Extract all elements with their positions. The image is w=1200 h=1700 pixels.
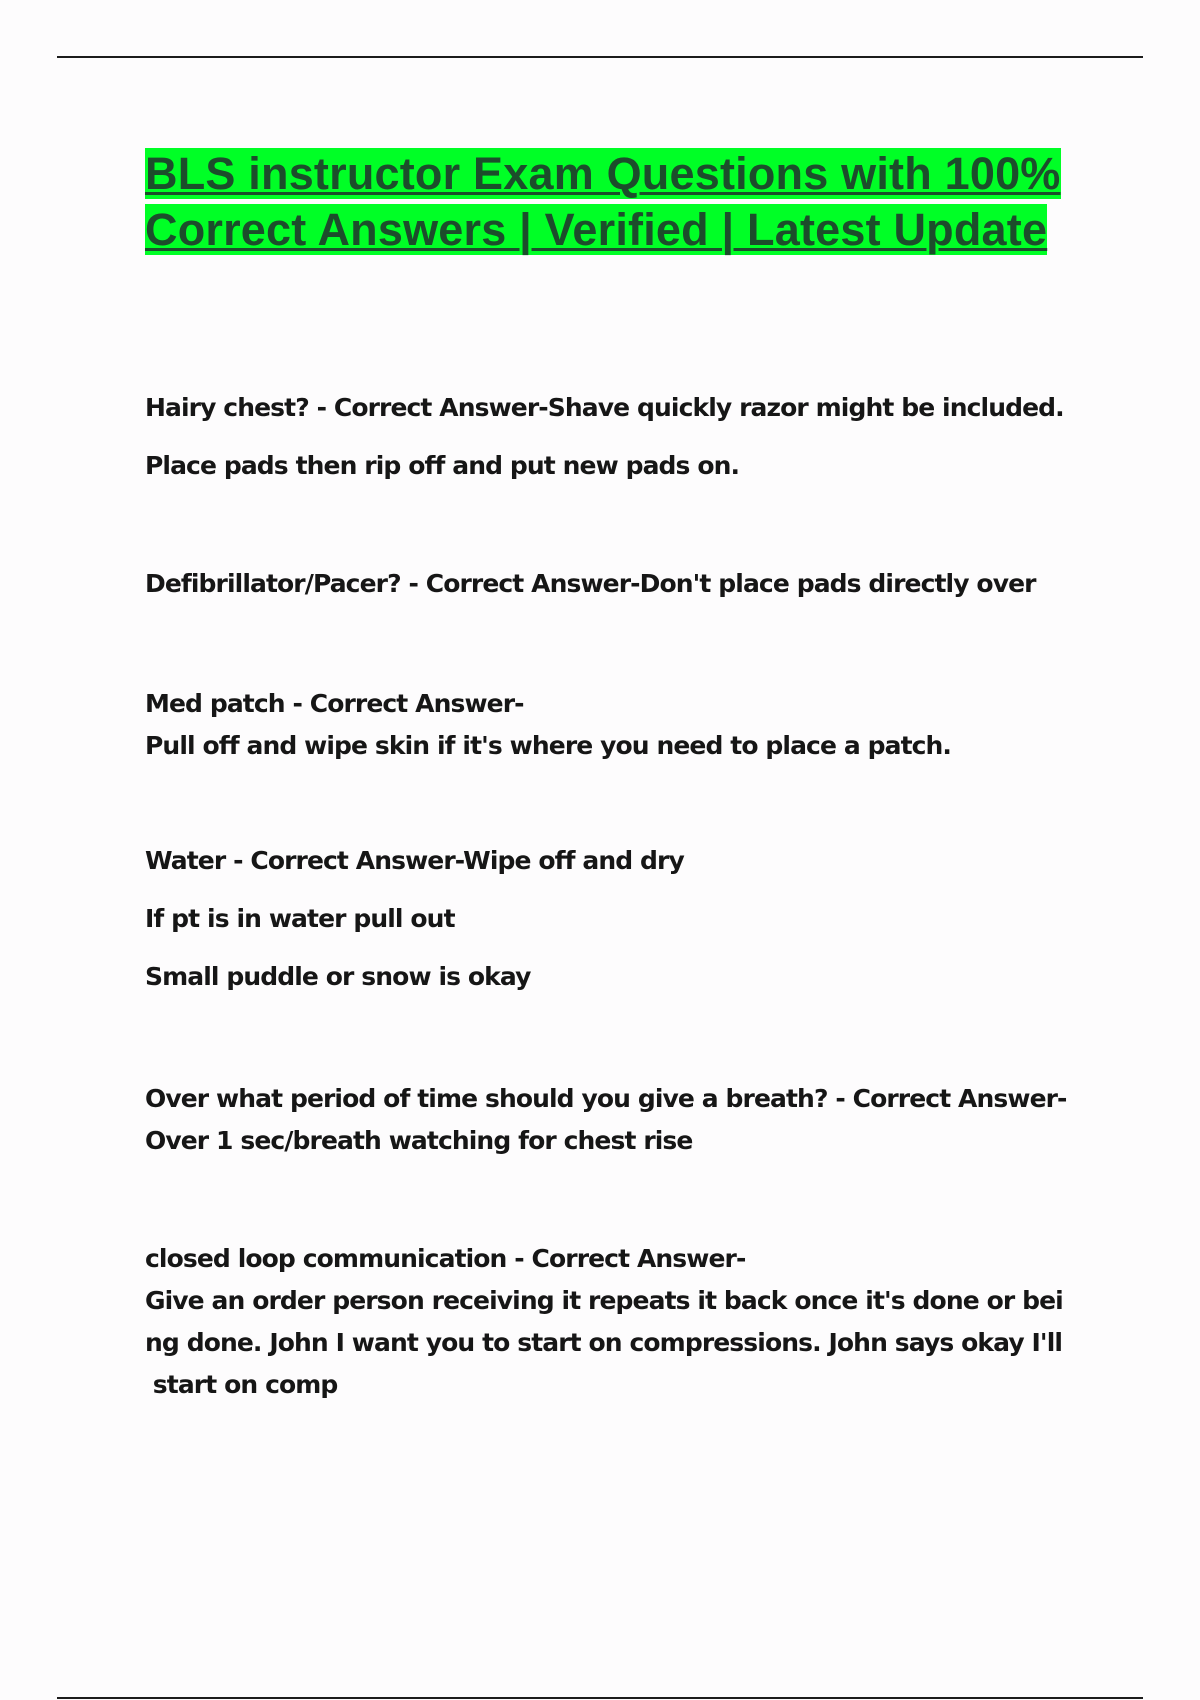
document-title [145,146,1105,258]
qa-line: Water - Correct Answer-Wipe off and dry [145,846,684,875]
qa-line: Small puddle or snow is okay [145,962,531,991]
qa-item [145,683,1105,767]
qa-line: ng done. John I want you to start on compressions. John says okay I'll [145,1328,1063,1357]
bottom-rule [57,1697,1143,1699]
top-rule [57,56,1143,58]
qa-item [145,1238,1105,1406]
qa-item [145,1078,1105,1162]
document-title-text: BLS instructor Exam Questions with 100% Correct Answers | Verified | Latest Update [145,148,1061,255]
qa-line: Give an order person receiving it repeats it back once it's done or bei [145,1286,1063,1315]
qa-line: Med patch - Correct Answer- [145,689,524,718]
qa-item [145,566,1105,602]
qa-line: closed loop communication - Correct Answer- [145,1244,746,1273]
qa-line: Defibrillator/Pacer? - Correct Answer-Don't place pads directly over [145,569,1036,598]
qa-line: start on comp [145,1370,338,1399]
qa-line: Place pads then rip off and put new pads on. [145,451,740,480]
qa-line: Over 1 sec/breath watching for chest rise [145,1126,693,1155]
qa-item [145,843,1105,995]
qa-line: Hairy chest? - Correct Answer-Shave quickly razor might be included. [145,393,1064,422]
qa-line: If pt is in water pull out [145,904,455,933]
qa-item [145,390,1105,484]
qa-line: Over what period of time should you give a breath? - Correct Answer- [145,1084,1067,1113]
qa-line: Pull off and wipe skin if it's where you need to place a patch. [145,731,952,760]
